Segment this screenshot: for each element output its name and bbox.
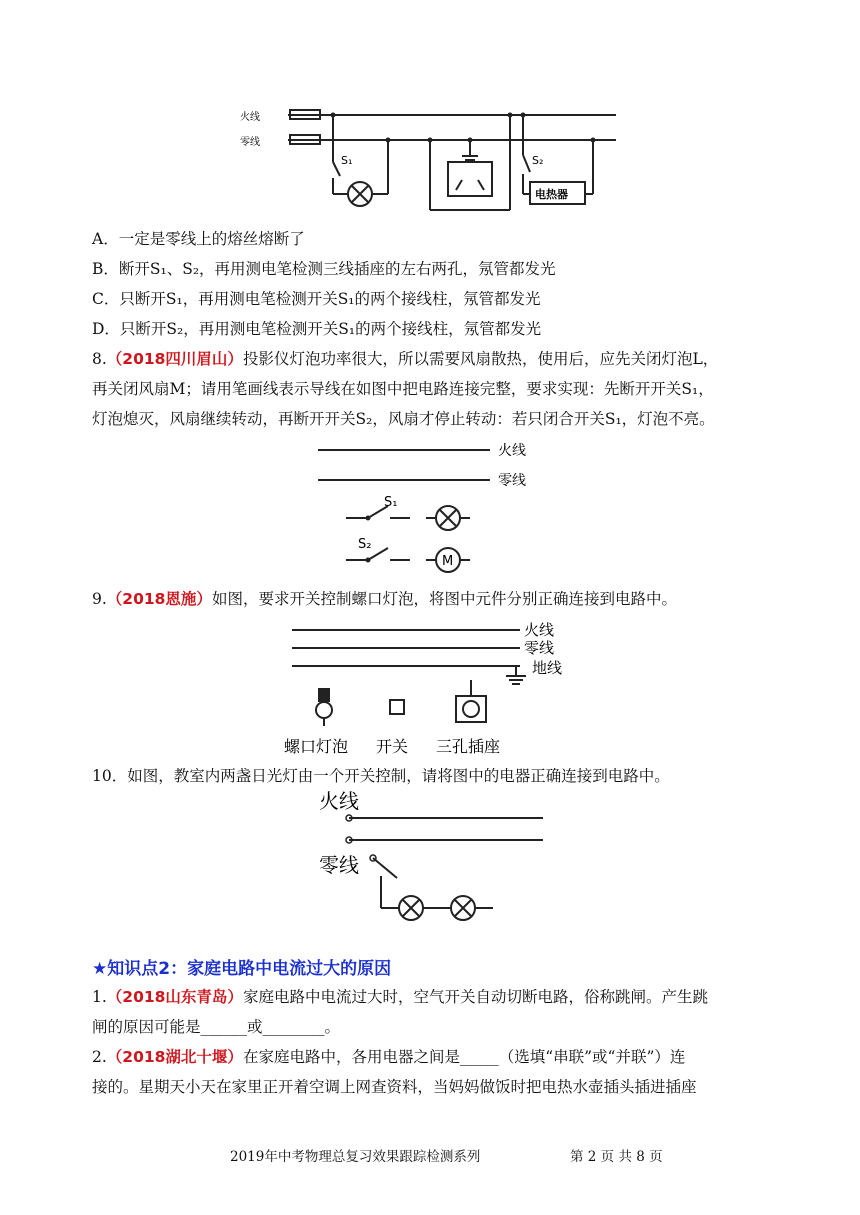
option-b: B．断开S₁、S₂，再用测电笔检测三线插座的左右两孔，氖管都发光 — [92, 260, 556, 278]
question-number: 8. — [92, 350, 107, 368]
option-a: A．一定是零线上的熔丝熔断了 — [92, 230, 305, 248]
heater-label: 电热器 — [535, 188, 568, 201]
knowledge-q1-line1: 1.（2018山东青岛）家庭电路中电流过大时，空气开关自动切断电路，俗称跳闸。产生跳 — [92, 988, 708, 1006]
three-hole-socket-label: 三孔插座 — [436, 737, 501, 756]
live-wire-label: 火线 — [524, 621, 555, 639]
circuit-figure-q8 — [310, 438, 560, 583]
question-source: （2018山东青岛） — [106, 988, 243, 1006]
neutral-wire-label: 零线 — [524, 639, 555, 657]
live-wire-label: 火线 — [319, 789, 359, 813]
neutral-wire-label: 零线 — [240, 137, 260, 148]
question-10: 10．如图，教室内两盏日光灯由一个开关控制，请将图中的电器正确连接到电路中。 — [92, 767, 670, 785]
neutral-wire-label: 零线 — [319, 853, 359, 877]
question-source: （2018恩施） — [106, 590, 212, 608]
footer-page-number: 第 2 页 共 8 页 — [570, 1149, 663, 1165]
motor-label: M — [442, 554, 454, 569]
question-number: 1. — [92, 988, 107, 1006]
switch-label: 开关 — [376, 737, 409, 756]
question-source: （2018四川眉山） — [106, 350, 243, 368]
neutral-wire-label: 零线 — [498, 473, 526, 489]
footer-series: 2019年中考物理总复习效果跟踪检测系列 — [230, 1149, 481, 1165]
question-8-line3: 灯泡熄灭，风扇继续转动，再断开开关S₂，风扇才停止转动：若只闭合开关S₁，灯泡不亮。 — [92, 410, 715, 428]
live-wire-label: 火线 — [240, 112, 260, 123]
question-8-line2: 再关闭风扇M；请用笔画线表示导线在如图中把电路连接完整，要求实现：先断开开关S₁， — [92, 380, 714, 398]
knowledge-q2-line2: 接的。星期天小天在家里正开着空调上网查资料，当妈妈做饭时把电热水壶插头插进插座 — [92, 1078, 697, 1096]
switch-s2-label: S₂ — [532, 154, 544, 167]
option-c: C．只断开S₁，再用测电笔检测开关S₁的两个接线柱，氖管都发光 — [92, 290, 541, 308]
question-number: 2. — [92, 1048, 107, 1066]
circuit-figure-q9 — [280, 618, 590, 760]
section-heading: ★知识点2：家庭电路中电流过大的原因 — [92, 959, 392, 979]
ground-wire-label: 地线 — [532, 659, 563, 677]
question-number: 9. — [92, 590, 107, 608]
question-8-line1: 8.（2018四川眉山）投影仪灯泡功率很大，所以需要风扇散热，使用后，应先关闭灯泡L， — [92, 350, 719, 368]
knowledge-q1-line2: 闸的原因可能是______或________。 — [92, 1018, 341, 1036]
switch-s1-label: S₁ — [384, 495, 398, 510]
switch-s2-label: S₂ — [358, 537, 372, 552]
screw-bulb-label: 螺口灯泡 — [284, 737, 349, 756]
circuit-figure-q10 — [315, 788, 555, 923]
knowledge-q2-line1: 2.（2018湖北十堰）在家庭电路中，各用电器之间是_____（选填“串联”或“并联”）连 — [92, 1048, 686, 1066]
question-source: （2018湖北十堰） — [106, 1048, 243, 1066]
question-9: 9.（2018恩施）如图，要求开关控制螺口灯泡，将图中元件分别正确连接到电路中。 — [92, 590, 677, 608]
live-wire-label: 火线 — [498, 443, 526, 459]
option-d: D．只断开S₂，再用测电笔检测开关S₁的两个接线柱，氖管都发光 — [92, 320, 542, 338]
switch-s1-label: S₁ — [341, 154, 353, 167]
circuit-figure-q7 — [238, 100, 623, 215]
